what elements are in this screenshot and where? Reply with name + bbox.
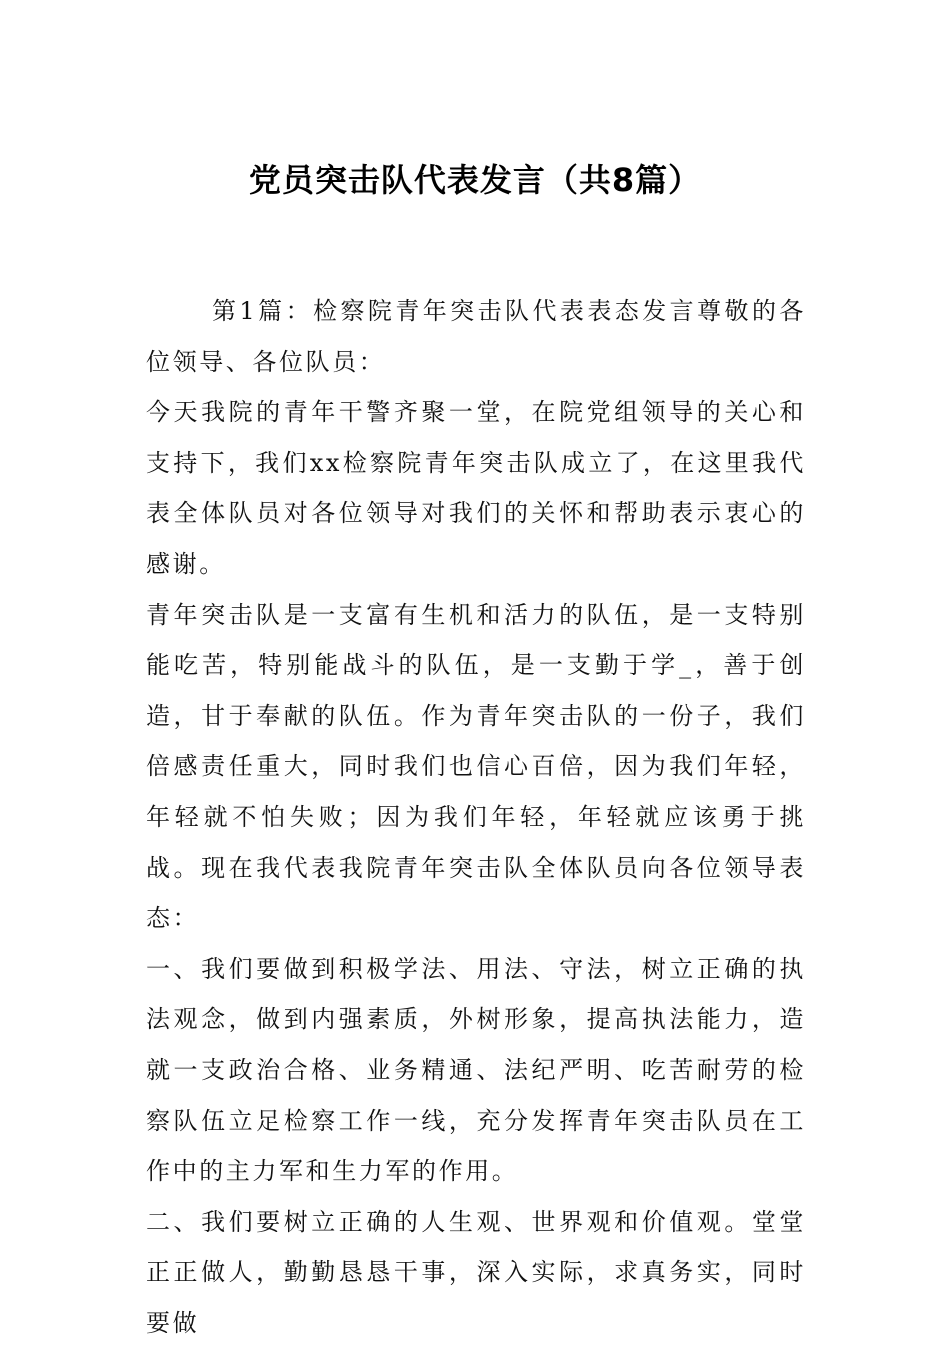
paragraph-4: 一、我们要做到积极学法、用法、守法，树立正确的执法观念，做到内强素质，外树形象，提高执法能力，造就一支政治合格、业务精通、法纪严明、吃苦耐劳的检察队伍立足检察工作一线，充分发挥青年突击队员在工作中的主力军和生力军的作用。 [146, 954, 806, 1186]
document-body [146, 286, 806, 1348]
document-title: 党员突击队代表发言（共8篇） [248, 161, 702, 199]
paragraph-1: 第1篇：检察院青年突击队代表表态发言尊敬的各位领导、各位队员： [146, 297, 806, 376]
paragraph-2: 今天我院的青年干警齐聚一堂，在院党组领导的关心和支持下，我们xx检察院青年突击队成立了，在这里我代表全体队员对各位领导对我们的关怀和帮助表示衷心的感谢。 [146, 398, 806, 578]
paragraph-3: 青年突击队是一支富有生机和活力的队伍，是一支特别能吃苦，特别能战斗的队伍，是一支勤于学_，善于创造，甘于奉献的队伍。作为青年突击队的一份子，我们倍感责任重大，同时我们也信心百倍，因为我们年轻，年轻就不怕失败；因为我们年轻，年轻就应该勇于挑战。现在我代表我院青年突击队全体队员向各位领导表态： [146, 600, 806, 933]
paragraph-5: 二、我们要树立正确的人生观、世界观和价值观。堂堂正正做人，勤勤恳恳干事，深入实际，求真务实，同时要做 [146, 1207, 806, 1337]
